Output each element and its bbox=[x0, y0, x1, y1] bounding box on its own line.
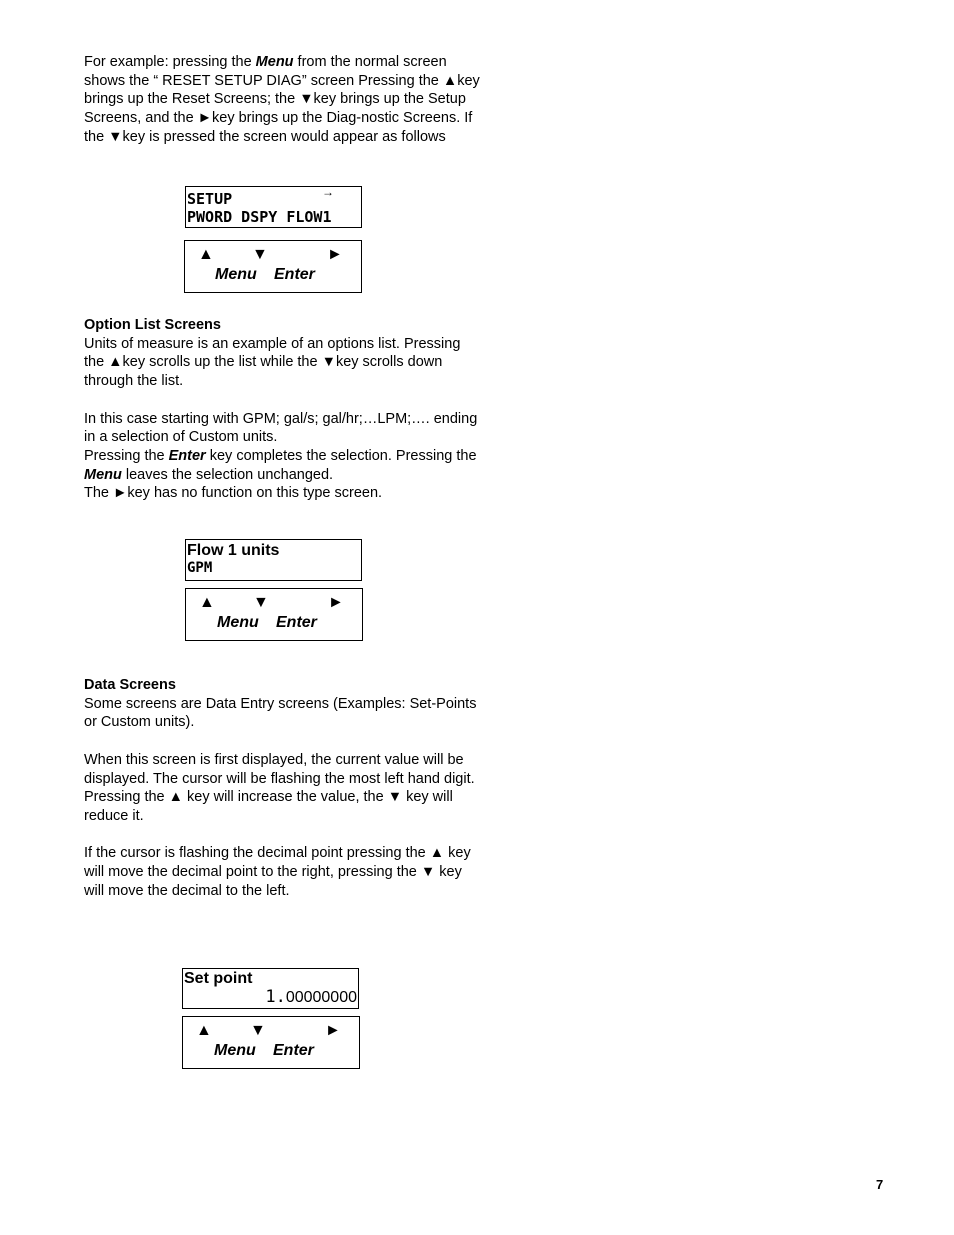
data-screens-p1: Some screens are Data Entry screens (Examples: Set-Points or Custom units). bbox=[84, 695, 477, 731]
data-screens-section bbox=[84, 676, 484, 900]
option-list-p3-text-a: Pressing the bbox=[84, 447, 169, 464]
right-key-icon[interactable]: ► bbox=[325, 1022, 341, 1039]
data-screens-p3: If the cursor is flashing the decimal point pressing the ▲ key will move the decimal point to the right, pressing the ▼ key will move the decimal to the left. bbox=[84, 845, 471, 899]
option-list-section bbox=[84, 316, 484, 503]
lcd-line-2: GPM bbox=[187, 560, 213, 576]
set-point-integer: 1. bbox=[265, 987, 286, 1007]
up-key-icon[interactable]: ▲ bbox=[196, 1022, 212, 1039]
option-list-p3-text-b: key completes the selection. Pressing the bbox=[205, 447, 477, 464]
keypad-1 bbox=[184, 240, 362, 293]
option-list-p3 bbox=[84, 447, 484, 484]
keypad-3 bbox=[182, 1016, 360, 1069]
down-key-icon[interactable]: ▼ bbox=[252, 246, 268, 263]
lcd-line-1: Set point bbox=[184, 970, 253, 987]
right-key-icon[interactable]: ► bbox=[327, 246, 343, 263]
lcd-line-2: PWORD DSPY FLOW1 bbox=[187, 208, 332, 226]
intro-menu-word: Menu bbox=[255, 54, 294, 70]
option-list-heading: Option List Screens bbox=[84, 317, 221, 333]
enter-key-label[interactable]: Enter bbox=[273, 1042, 314, 1059]
set-point-decimals: 00000000 bbox=[285, 989, 357, 1006]
option-list-p4: The ►key has no function on this type screen. bbox=[84, 485, 383, 502]
lcd-setup-screen bbox=[185, 186, 362, 228]
lcd-line-1: Flow 1 units bbox=[187, 542, 280, 559]
menu-key-label[interactable]: Menu bbox=[217, 614, 259, 631]
down-key-icon[interactable]: ▼ bbox=[253, 594, 269, 611]
down-key-icon[interactable]: ▼ bbox=[250, 1022, 266, 1039]
up-key-icon[interactable]: ▲ bbox=[198, 246, 214, 263]
data-screens-heading: Data Screens bbox=[84, 677, 176, 693]
option-list-p3-text-c: leaves the selection unchanged. bbox=[121, 466, 334, 483]
option-list-p2: In this case starting with GPM; gal/s; gal/hr;…LPM;…. ending in a selection of Custom units. bbox=[84, 410, 478, 446]
intro-text-1: For example: pressing the bbox=[84, 54, 256, 70]
set-point-value bbox=[265, 987, 357, 1007]
keypad-2 bbox=[185, 588, 363, 641]
enter-key-label[interactable]: Enter bbox=[274, 266, 315, 283]
page-number: 7 bbox=[876, 1177, 884, 1192]
lcd-flow-units-screen bbox=[185, 539, 362, 581]
lcd-line-1: SETUP bbox=[187, 190, 233, 208]
menu-word: Menu bbox=[84, 466, 122, 483]
data-screens-p2: When this screen is first displayed, the current value will be displayed. The cursor will be flashing the most left hand digit. Pressing the ▲ key will increase the value, the ▼ key will reduce it. bbox=[84, 751, 475, 824]
intro-paragraph bbox=[84, 53, 484, 147]
intro-text-2: from the normal screen shows the “ RESET SETUP DIAG” screen Pressing the ▲key brings up the Reset Screens; the ▼key brings up the Setup Screens, and the ►key brings up the Diag-nostic Screens. If the ▼key is pressed the screen would appear as follows bbox=[84, 54, 480, 145]
menu-key-label[interactable]: Menu bbox=[215, 266, 257, 283]
lcd-set-point-screen bbox=[182, 968, 359, 1009]
enter-word: Enter bbox=[168, 447, 206, 464]
option-list-p1: Units of measure is an example of an options list. Pressing the ▲key scrolls up the list while the ▼key scrolls down through the list. bbox=[84, 335, 461, 390]
enter-key-label[interactable]: Enter bbox=[276, 614, 317, 631]
right-key-icon[interactable]: ► bbox=[328, 594, 344, 611]
menu-key-label[interactable]: Menu bbox=[214, 1042, 256, 1059]
up-key-icon[interactable]: ▲ bbox=[199, 594, 215, 611]
right-arrow-icon: → bbox=[322, 185, 334, 199]
